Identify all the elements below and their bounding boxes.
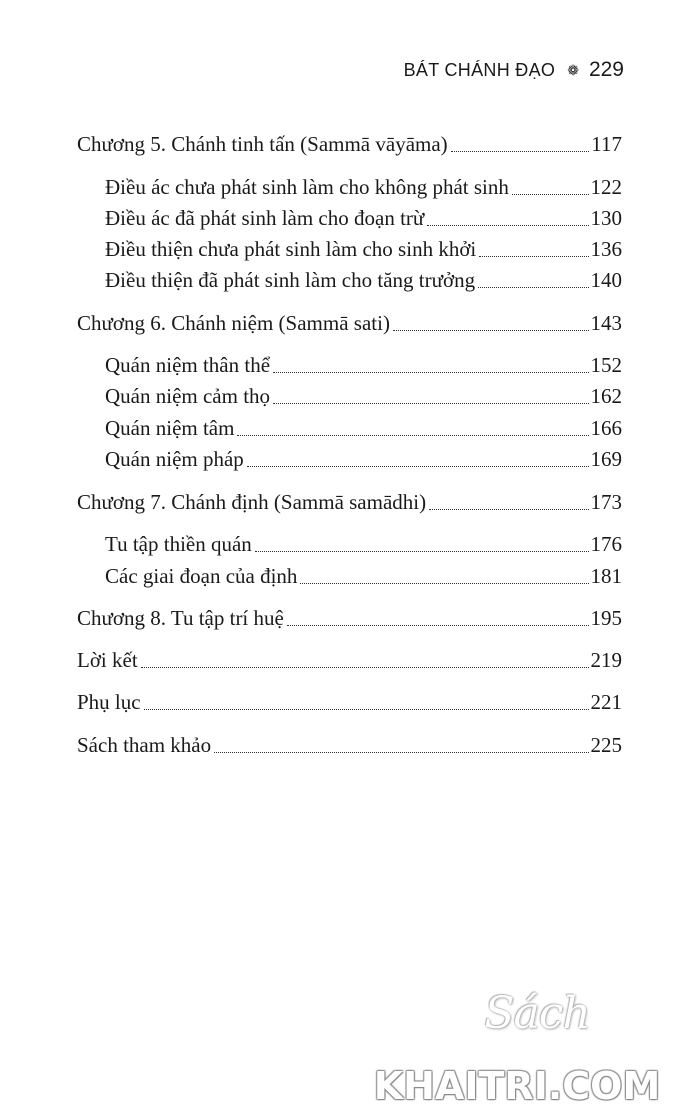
toc-entry-label: Quán niệm thân thể: [105, 353, 271, 377]
toc-entry[interactable]: [77, 130, 622, 158]
dot-leader: [451, 150, 590, 152]
toc-entry-page: 173: [590, 490, 622, 514]
toc-entry-label: Phụ lục: [77, 690, 141, 714]
toc-entry-label: Điều ác đã phát sinh làm cho đoạn trừ: [105, 206, 425, 230]
dot-leader: [287, 624, 589, 626]
toc-entry[interactable]: [105, 351, 622, 379]
toc-entry-page: 140: [590, 268, 622, 292]
page-number: 229: [588, 58, 624, 81]
dot-leader: [479, 255, 588, 257]
toc-entry-label: Điều ác chưa phát sinh làm cho không phát sinh: [105, 175, 509, 199]
watermark-script-text: Sách: [484, 988, 590, 1039]
flower-ornament-icon: ❁: [567, 61, 579, 78]
toc-entry-page: 181: [590, 564, 622, 588]
toc-entry-label: Điều thiện đã phát sinh làm cho tăng trưởng: [105, 268, 476, 292]
dot-leader: [478, 286, 588, 288]
toc-entry-label: Chương 8. Tu tập trí huệ: [77, 606, 284, 630]
toc-entry[interactable]: [105, 382, 622, 410]
toc-entry-page: 162: [590, 384, 622, 408]
dot-leader: [273, 402, 588, 404]
toc-entry[interactable]: [77, 646, 622, 674]
toc-entry-page: 195: [590, 606, 622, 630]
watermark-logo: [352, 988, 682, 1108]
dot-leader: [255, 550, 589, 552]
toc-entry-page: 152: [590, 353, 622, 377]
toc-entry[interactable]: [77, 604, 622, 632]
toc-entry[interactable]: [105, 530, 622, 558]
toc-entry-page: 117: [591, 132, 622, 156]
toc-entry[interactable]: [105, 173, 622, 201]
dot-leader: [429, 508, 588, 510]
toc-entry[interactable]: [105, 414, 622, 442]
toc-entry-page: 122: [590, 175, 622, 199]
toc-entry[interactable]: [105, 445, 622, 473]
toc-entry-label: Sách tham khảo: [77, 733, 212, 757]
toc-entry[interactable]: [77, 309, 622, 337]
toc-entry-page: 169: [590, 447, 622, 471]
dot-leader: [512, 193, 589, 195]
dot-leader: [214, 751, 588, 753]
toc-entry-page: 166: [590, 416, 622, 440]
dot-leader: [247, 465, 589, 467]
toc-entry-page: 130: [590, 206, 622, 230]
toc-entry-label: Lời kết: [77, 648, 138, 672]
running-header: [404, 56, 624, 84]
dot-leader: [141, 666, 589, 668]
toc-entry-label: Tu tập thiền quán: [105, 532, 252, 556]
toc-entry-label: Quán niệm pháp: [105, 447, 244, 471]
watermark-brand-text: KHAITRI.COM: [373, 1064, 661, 1108]
toc-entry-page: 143: [590, 311, 622, 335]
dot-leader: [273, 371, 588, 373]
dot-leader: [427, 224, 588, 226]
book-title: BÁT CHÁNH ĐẠO: [403, 59, 556, 80]
toc-entry[interactable]: [77, 731, 622, 759]
toc-entry-label: Điều thiện chưa phát sinh làm cho sinh khởi: [105, 237, 477, 261]
toc-entry-label: Chương 6. Chánh niệm (Sammā sati): [77, 311, 390, 335]
toc-entry-label: Quán niệm tâm: [105, 416, 235, 440]
toc-entry-page: 221: [590, 690, 622, 714]
toc-entry-page: 225: [590, 733, 622, 757]
dot-leader: [300, 582, 588, 584]
toc-entry-page: 219: [590, 648, 622, 672]
toc-entry-label: Quán niệm cảm thọ: [105, 384, 271, 408]
toc-entry[interactable]: [105, 562, 622, 590]
dot-leader: [393, 329, 589, 331]
toc-entry-label: Các giai đoạn của định: [105, 564, 298, 588]
toc-entry-label: Chương 5. Chánh tinh tấn (Sammā vāyāma): [77, 132, 448, 156]
toc-entry-page: 136: [590, 237, 622, 261]
toc-entry-page: 176: [590, 532, 622, 556]
dot-leader: [237, 434, 588, 436]
toc-entry[interactable]: [77, 488, 622, 516]
toc-entry[interactable]: [105, 204, 622, 232]
toc-entry[interactable]: [105, 235, 622, 263]
dot-leader: [144, 708, 589, 710]
toc-entry[interactable]: [77, 688, 622, 716]
toc-entry-label: Chương 7. Chánh định (Sammā samādhi): [77, 490, 427, 514]
toc-entry[interactable]: [105, 266, 622, 294]
